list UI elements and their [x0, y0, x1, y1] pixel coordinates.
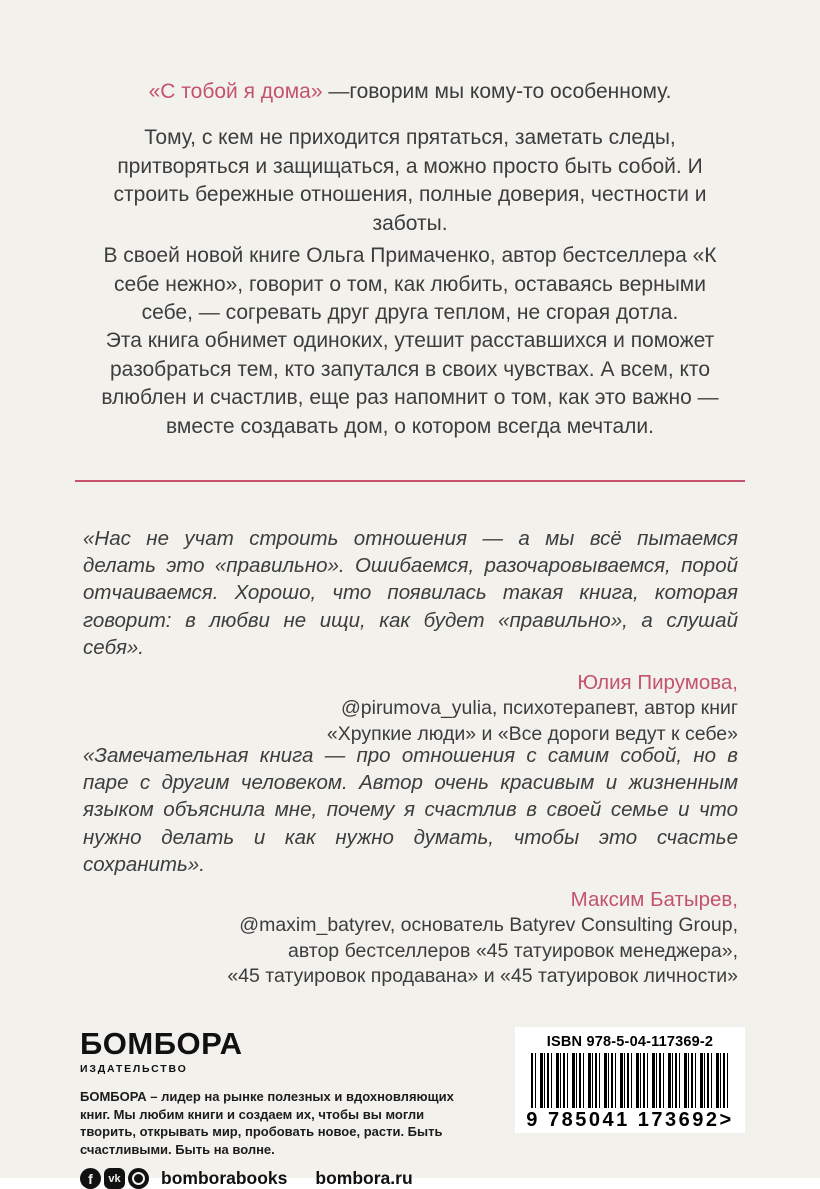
barcode-bars: [531, 1053, 729, 1108]
tagline-highlight: «С тобой я дома»: [148, 80, 323, 103]
publisher-description: БОМБОРА – лидер на рынке полезных и вдохновляющих книг. Мы любим книги и создаем их, чтобы вы могли творить, открывать мир, пробовать новое, расти. Быть счастливыми. Быть на волне.: [80, 1089, 454, 1157]
ok-circle-ring: [132, 1172, 145, 1185]
intro-paragraph-3: Эта книга обнимет одиноких, утешит расставшихся и поможет разобраться тем, кто запутался в своих чувствах. А всем, кто влюблен и счастлив, еще раз напомнит о том, как это важно — вместе создавать дом, о котором всегда мечтали.: [101, 329, 719, 438]
publisher-logo: БОМБОРА: [80, 1026, 243, 1061]
review-attribution: [83, 887, 738, 990]
isbn-label: ISBN 978-5-04-117369-2: [546, 1034, 714, 1050]
reviewer-name: Максим Батырев,: [570, 888, 738, 912]
review-quote: «Нас не учат строить отношения — а мы всё пытаемся делать это «правильно». Ошибаемся, разочаровываемся, порой отчаиваемся. Хорошо, что появилась такая книга, которая говорит: в любви не ищи, как будет «правильно», а слушай себя».: [83, 527, 738, 659]
reviewer-credential-line: автор бестселлеров «45 татуировок менеджера»,: [287, 939, 738, 962]
reviewer-credential-line: @pirumova_yulia, психотерапевт, автор книг: [340, 697, 738, 720]
barcode-arrow: >: [719, 1109, 734, 1131]
reviewer-credential-line: «45 татуировок продавана» и «45 татуировок личности»: [227, 965, 738, 988]
publisher-block: [80, 1028, 490, 1189]
social-row: [80, 1168, 490, 1189]
divider-line: [75, 480, 745, 482]
reviewer-name: Юлия Пирумова,: [577, 671, 738, 695]
review-quote: «Замечательная книга — про отношения с самим собой, но в паре с другим человеком. Автор очень красивым и жизненным языком объяснила мне, почему я счастлив в своей семье и что нужно делать и как нужно думать, чтобы это счастье сохранить».: [83, 744, 738, 876]
tagline: [0, 78, 820, 106]
barcode-box: [515, 1027, 745, 1133]
social-handle: bomborabooks: [161, 1168, 288, 1188]
publisher-type-label: ИЗДАТЕЛЬСТВО: [80, 1063, 188, 1075]
barcode-digits: [526, 1109, 733, 1132]
review-pirumova: [83, 525, 738, 747]
tagline-rest: —говорим мы кому-то особенному.: [322, 80, 672, 103]
intro-paragraph-2: В своей новой книге Ольга Примаченко, автор бестселлера «К себе нежно», говорит о том, как любить, оставаясь верными себе, — согревать друг друга теплом, не сгорая дотла.: [103, 244, 717, 324]
reviewer-credential-line: «Хрупкие люди» и «Все дороги ведут к себе»: [326, 722, 738, 745]
ok-circle-icon: [128, 1168, 149, 1189]
intro-paragraph-1: Тому, с кем не приходится прятаться, заметать следы, притворяться и защищаться, а можно просто быть собой. И строить бережные отношения, полные доверия, честности и заботы.: [113, 126, 707, 235]
facebook-icon: f: [80, 1168, 101, 1189]
reviewer-credential-line: @maxim_batyrev, основатель Batyrev Consulting Group,: [239, 914, 738, 937]
barcode-digit-string: 9 785041 173692: [526, 1109, 720, 1131]
review-batyrev: [83, 742, 738, 990]
website-url: bombora.ru: [315, 1168, 413, 1188]
vk-icon: vk: [104, 1168, 125, 1189]
review-attribution: [83, 670, 738, 747]
